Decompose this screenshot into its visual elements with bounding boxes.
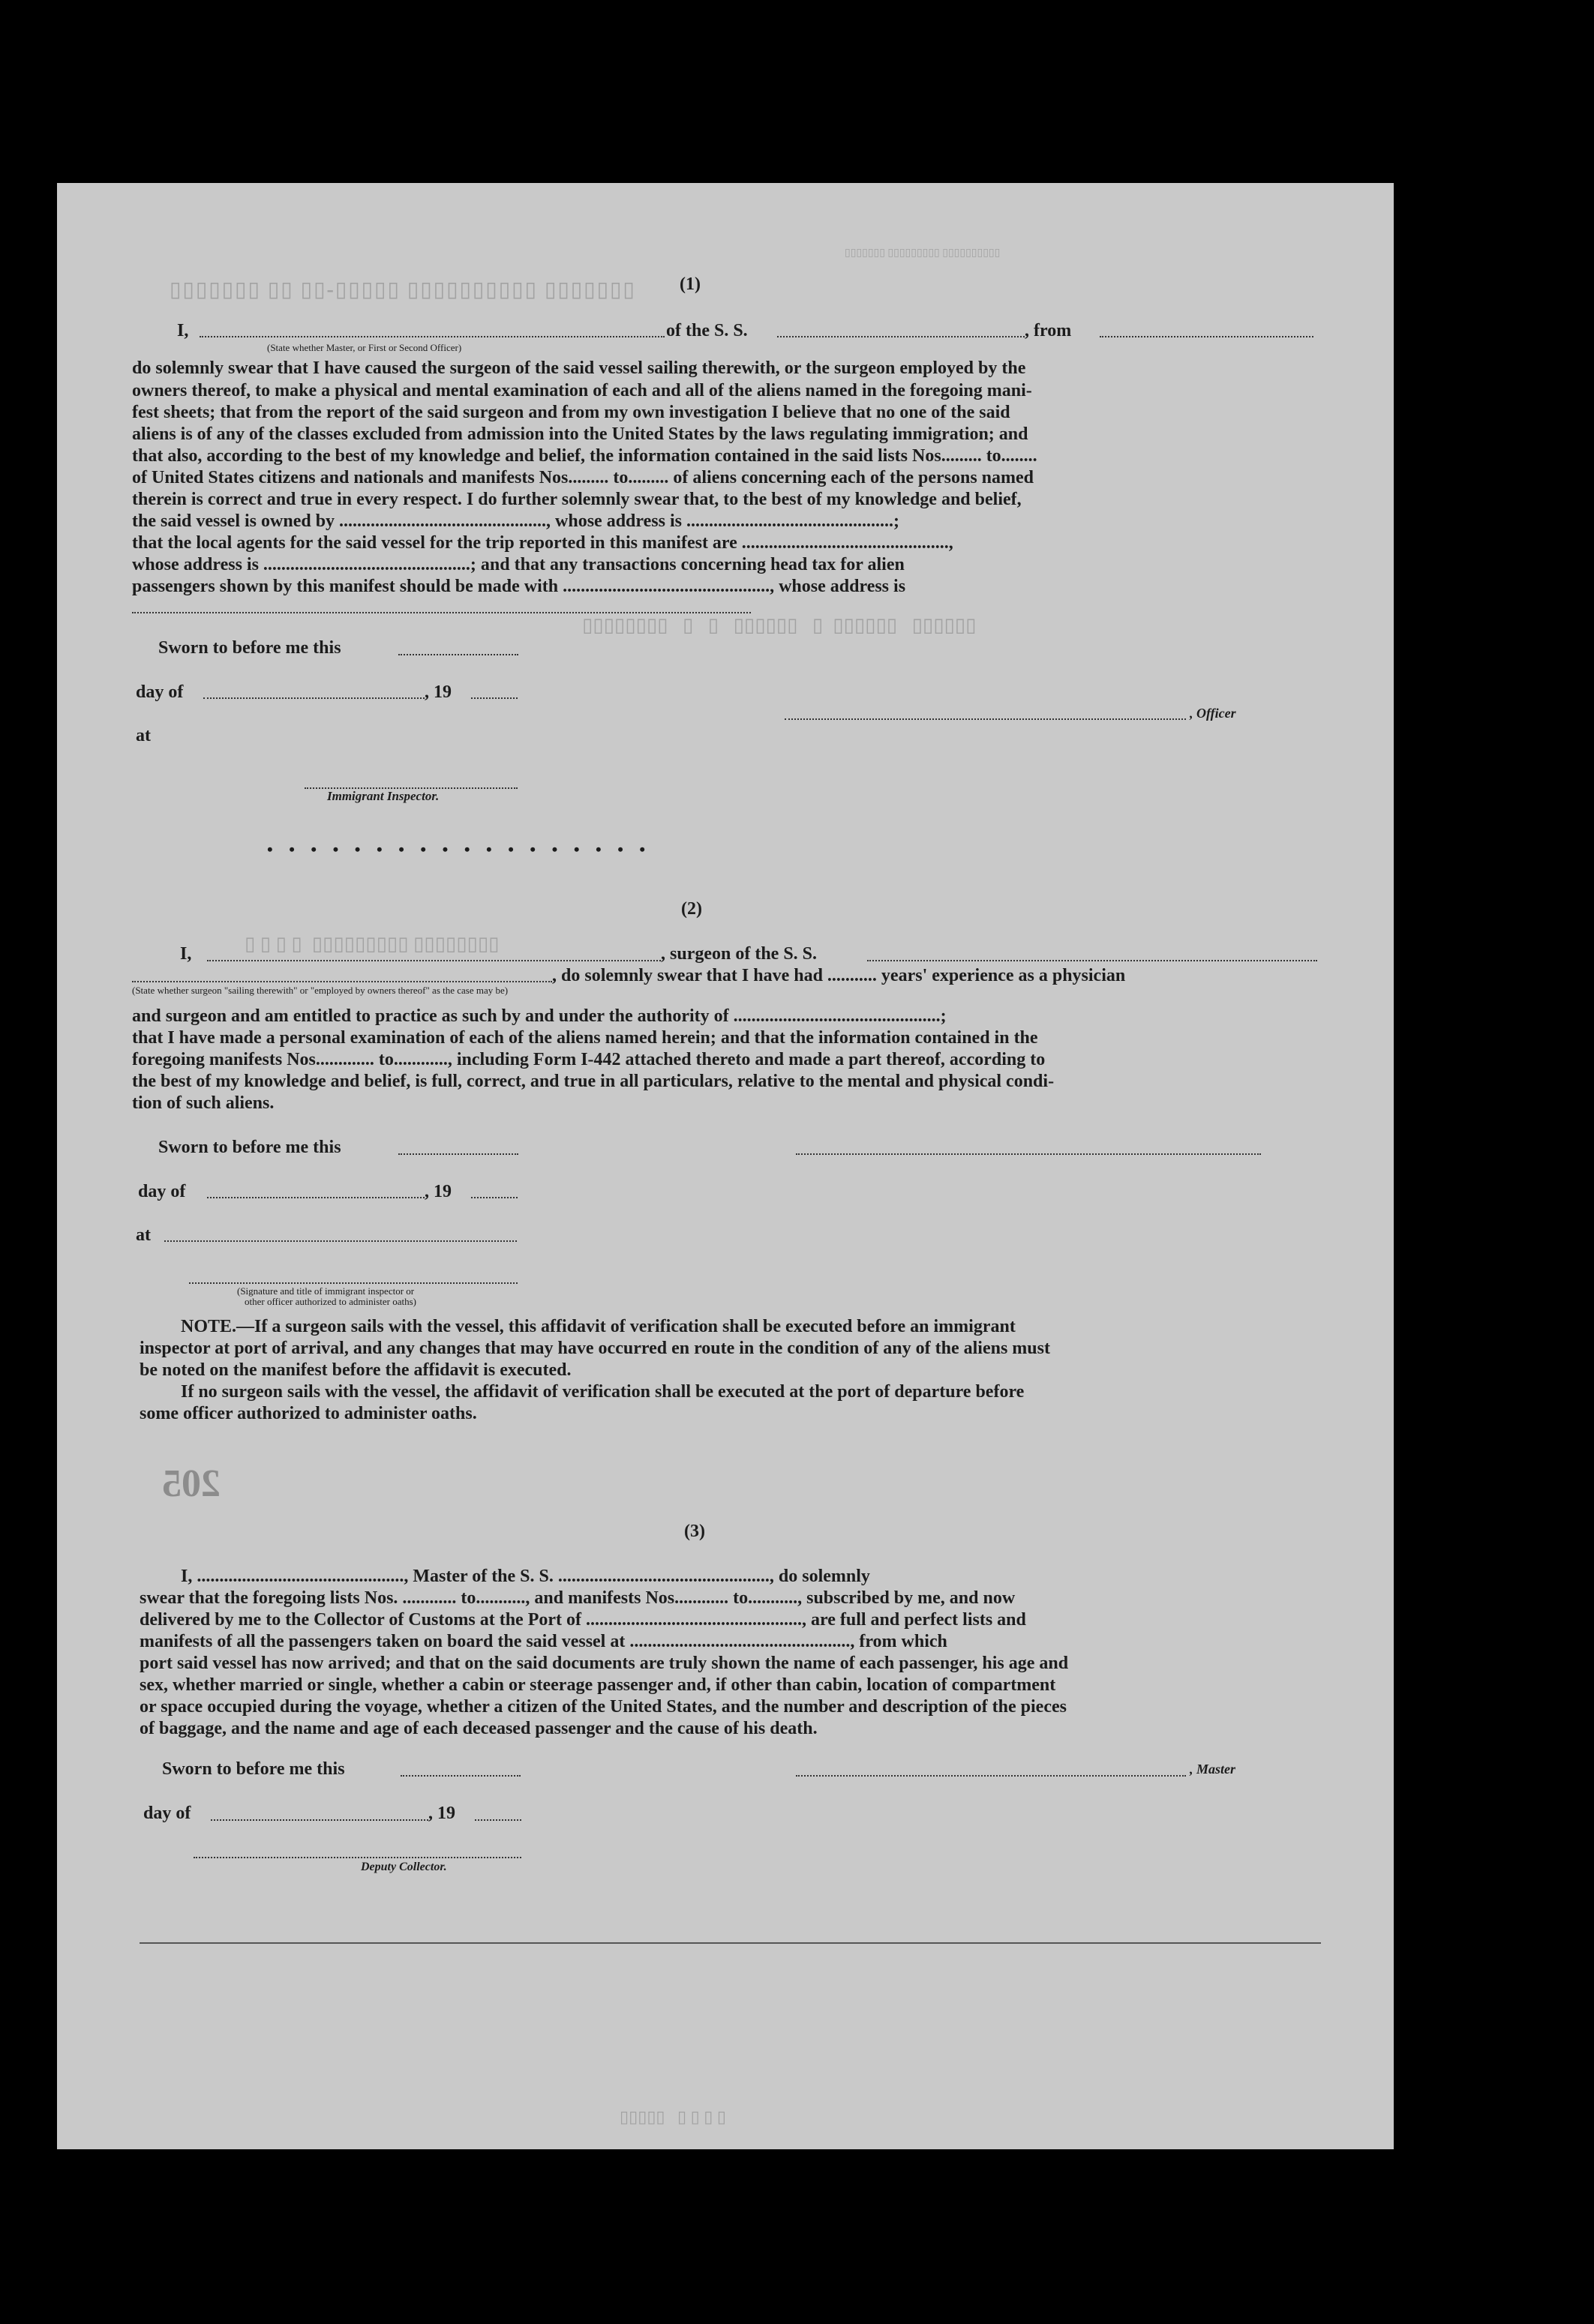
section-1-paragraph-line: the said vessel is owned by .............................................., whose address is ..............................................; [132, 511, 899, 531]
blank-line [132, 981, 552, 982]
signature-line [194, 1857, 521, 1858]
section-1-paragraph-line: that the local agents for the said vessel for the trip reported in this manifest are .............................................., [132, 533, 953, 553]
section-1-paragraph-line: of United States citizens and nationals and manifests Nos......... to......... of aliens concerning each of the persons named [132, 468, 1034, 487]
blank-line [471, 1197, 518, 1198]
blank-line [867, 960, 1317, 961]
section-2-paragraph-line: foregoing manifests Nos............. to............, including Form I-442 attached thereto and made a part thereof, according to [132, 1050, 1046, 1069]
section-2-note-line: NOTE.—If a surgeon sails with the vessel, this affidavit of verification shall be executed before an immigrant [181, 1317, 1016, 1336]
blank-line [471, 697, 518, 699]
blank-line [777, 336, 1025, 337]
section-3-day-of: day of [143, 1804, 191, 1823]
section-1-day-of: day of [136, 682, 184, 702]
section-3-sworn: Sworn to before me this [162, 1759, 345, 1779]
section-3-paragraph-line: delivered by me to the Collector of Customs at the Port of ................................................, are full and perfect lists and [140, 1610, 1026, 1630]
signature-line [796, 1775, 1186, 1777]
bleed-through-text: ▯▯▯▯▯▯▯ ▯▯▯▯▯▯▯▯▯ ▯▯▯▯▯▯▯▯▯▯ [845, 247, 1001, 259]
blank-line [203, 697, 425, 699]
section-1-paragraph-line: owners thereof, to make a physical and mental examination of each and all of the aliens named in the foregoing mani- [132, 381, 1032, 400]
blank-line [475, 1819, 521, 1821]
section-2-number: (2) [681, 899, 702, 919]
section-2-swear: , do solemnly swear that I have had ........... years' experience as a physician [552, 966, 1126, 985]
section-1-year: , 19 [425, 682, 452, 702]
section-1-inspector: Immigrant Inspector. [327, 789, 440, 803]
section-2-paragraph-line: and surgeon and am entitled to practice as such by and under the authority of ..............................................; [132, 1006, 947, 1026]
section-2-day-of: day of [138, 1182, 186, 1201]
section-1-paragraph-line: therein is correct and true in every respect. I do further solemnly swear that, to the best of my knowledge and belief, [132, 490, 1022, 509]
section-1-sworn: Sworn to before me this [158, 638, 341, 658]
section-1-paragraph-line: whose address is ..............................................; and that any transactions concerning head tax for alien [132, 555, 905, 574]
section-3-paragraph-line: I, .............................................., Master of the S. S. ..............................................., do solemnly [181, 1567, 870, 1586]
section-1-i: I, [177, 321, 189, 340]
stamp-number: 205 [162, 1462, 221, 1505]
section-2-paragraph-line: that I have made a personal examination of each of the aliens named herein; and that the information contained in the [132, 1028, 1038, 1048]
section-3-number: (3) [684, 1522, 705, 1541]
section-2-signature-note: other officer authorized to administer oaths) [245, 1296, 416, 1307]
section-1-at: at [136, 726, 151, 745]
section-3-paragraph-line: swear that the foregoing lists Nos. ............ to..........., and manifests Nos............ to..........., subscribed by me, and now [140, 1588, 1016, 1608]
section-2-paragraph-line: the best of my knowledge and belief, is full, correct, and true in all particulars, relative to the mental and physical condi- [132, 1072, 1055, 1091]
section-3-paragraph-line: manifests of all the passengers taken on board the said vessel at ................................................., from which [140, 1632, 947, 1651]
blank-line [785, 718, 1186, 720]
section-1-paragraph-line: that also, according to the best of my knowledge and belief, the information contained in the said lists Nos......... to........ [132, 446, 1037, 466]
section-1-paragraph-line: aliens is of any of the classes excluded from admission into the United States by the laws regulating immigration; and [132, 424, 1028, 444]
section-2-note-line: inspector at port of arrival, and any changes that may have occurred en route in the condition of any of the aliens must [140, 1339, 1050, 1358]
section-2-signature-note: (Signature and title of immigrant inspector or [237, 1285, 415, 1297]
blank-line [398, 1153, 518, 1155]
section-1-of-ss: of the S. S. [666, 321, 748, 340]
section-3-paragraph-line: of baggage, and the name and age of each deceased passenger and the cause of his death. [140, 1719, 818, 1738]
section-1-paragraph-line: fest sheets; that from the report of the said surgeon and from my own investigation I believe that no one of the said [132, 403, 1010, 422]
blank-line [211, 1819, 428, 1821]
blank-line [207, 1197, 425, 1198]
section-2-at: at [136, 1225, 151, 1245]
section-1-from: , from [1025, 321, 1072, 340]
manifest-page [57, 183, 1394, 2149]
section-1-number: (1) [680, 274, 701, 294]
dotted-separator: • • • • • • • • • • • • • • • • • • [267, 840, 652, 859]
section-3-year: , 19 [428, 1804, 455, 1823]
section-2-i: I, [180, 944, 192, 964]
section-2-sworn: Sworn to before me this [158, 1138, 341, 1157]
section-2-note-line: If no surgeon sails with the vessel, the affidavit of verification shall be executed at the port of departure before [181, 1382, 1025, 1402]
section-2-note-line: some officer authorized to administer oaths. [140, 1404, 477, 1423]
bleed-through-text: ▯▯▯▯▯▯▯▯ ▯ ▯ ▯▯▯▯▯▯ ▯ ▯▯▯▯▯▯ ▯▯▯▯▯▯ [582, 614, 977, 636]
bottom-rule [140, 1942, 1321, 1944]
blank-line [207, 960, 661, 961]
section-2-paragraph-line: tion of such aliens. [132, 1093, 275, 1113]
blank-line [401, 1775, 521, 1777]
blank-line [200, 336, 665, 337]
bleed-through-text: ▯▯▯▯▯ ▯ ▯ ▯ ▯ [620, 2107, 726, 2126]
section-3-paragraph-line: port said vessel has now arrived; and that on the said documents are truly shown the name of each passenger, his age and [140, 1654, 1069, 1673]
bleed-through-text: ▯▯▯▯▯▯▯ ▯▯ ▯▯-▯▯▯▯▯ ▯▯▯▯▯▯▯▯▯▯ ▯▯▯▯▯▯▯ [170, 278, 636, 301]
section-2-surgeon-note: (State whether surgeon "sailing therewith" or "employed by owners thereof" as the case may be) [132, 985, 509, 996]
section-1-paragraph-line: passengers shown by this manifest should be made with .............................................., whose address is [132, 577, 906, 596]
signature-line [796, 1153, 1261, 1155]
section-1-master-note: (State whether Master, or First or Second Officer) [267, 342, 462, 353]
section-3-paragraph-line: sex, whether married or single, whether a cabin or steerage passenger and, if other than cabin, location of compartment [140, 1675, 1056, 1695]
section-2-year: , 19 [425, 1182, 452, 1201]
blank-line [132, 612, 751, 613]
bleed-through-text: ▯ ▯ ▯ ▯ ▯▯▯▯▯▯▯▯▯ ▯▯▯▯▯▯▯▯ [245, 933, 500, 955]
signature-line [189, 1282, 518, 1284]
blank-line [398, 654, 518, 655]
section-3-master: , Master [1190, 1762, 1236, 1777]
section-2-note-line: be noted on the manifest before the affidavit is executed. [140, 1360, 572, 1380]
section-3-paragraph-line: or space occupied during the voyage, whether a citizen of the United States, and the number and description of the pieces [140, 1697, 1067, 1717]
section-2-surgeon-of: , surgeon of the S. S. [661, 944, 818, 964]
section-1-paragraph-line: do solemnly swear that I have caused the surgeon of the said vessel sailing therewith, or the surgeon employed by the [132, 358, 1026, 378]
section-3-collector: Deputy Collector. [361, 1861, 447, 1873]
section-1-officer: , Officer [1190, 706, 1236, 721]
blank-line [164, 1240, 517, 1242]
blank-line [1100, 336, 1313, 337]
